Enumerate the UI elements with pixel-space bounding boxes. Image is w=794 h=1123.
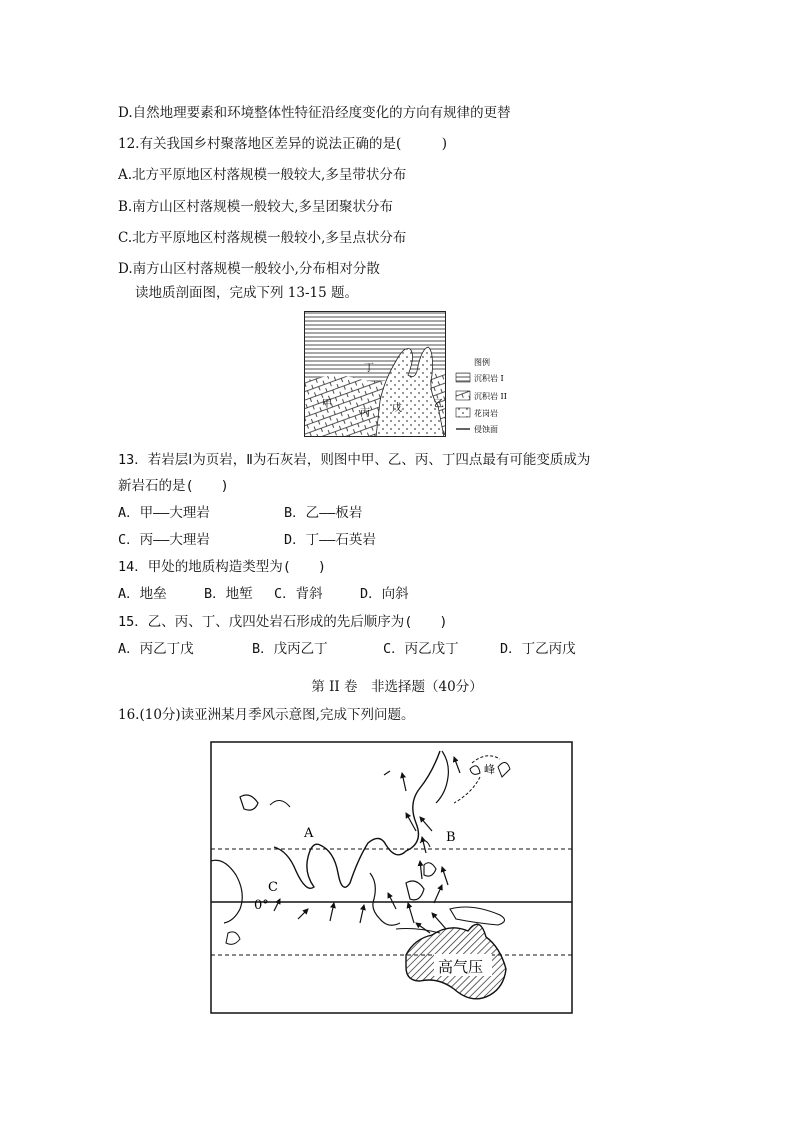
q13-stem-2: 新岩石的是( ) bbox=[118, 478, 229, 494]
label-jia: 甲 bbox=[322, 399, 332, 410]
q12-option-b: B.南方山区村落规模一般较大,多呈团聚状分布 bbox=[118, 199, 394, 215]
section-2-title: 第 II 卷 非选择题（40分） bbox=[311, 679, 483, 695]
q12-option-a: A.北方平原地区村落规模一般较大,多呈带状分布 bbox=[118, 167, 407, 183]
map-label-a: A bbox=[304, 826, 314, 841]
q13-option-d: D．丁——石英岩 bbox=[284, 532, 376, 548]
map-label-partial: 峰 bbox=[484, 763, 495, 776]
legend-title: 图例 bbox=[474, 358, 490, 367]
q15-option-b: B．戊丙乙丁 bbox=[252, 641, 328, 657]
legend-erosion: 侵蚀面 bbox=[474, 425, 498, 434]
q12-stem: 12.有关我国乡村聚落地区差异的说法正确的是( ) bbox=[118, 136, 448, 152]
map-label-b: B bbox=[446, 830, 456, 845]
q15-stem: 15．乙、丙、丁、戊四处岩石形成的先后顺序为( ) bbox=[118, 614, 448, 630]
legend-granite: 花岗岩 bbox=[474, 409, 498, 418]
q14-option-d: D．向斜 bbox=[360, 586, 409, 602]
q13-option-b: B．乙——板岩 bbox=[284, 505, 363, 521]
q14-option-a: A．地垒 bbox=[118, 586, 167, 602]
q16-stem: 16.(10分)读亚洲某月季风示意图,完成下列问题。 bbox=[118, 707, 415, 723]
legend-sed1: 沉积岩 I bbox=[474, 374, 504, 383]
q12-option-d: D.南方山区村落规模一般较小,分布相对分散 bbox=[118, 261, 380, 277]
label-high-pressure: 高气压 bbox=[438, 958, 484, 976]
q11-option-d: D.自然地理要素和环境整体性特征沿经度变化的方向有规律的更替 bbox=[118, 105, 511, 121]
map-label-equator: 0° bbox=[254, 898, 269, 913]
q14-option-c: C．背斜 bbox=[274, 586, 323, 602]
legend-sed2: 沉积岩 II bbox=[474, 392, 507, 401]
q15-option-d: D．丁乙丙戊 bbox=[500, 641, 576, 657]
q13-stem-1: 13．若岩层Ⅰ为页岩，Ⅱ为石灰岩，则图中甲、乙、丙、丁四点最有可能变质成为 bbox=[118, 452, 591, 468]
legend-swatch-sed2 bbox=[456, 391, 470, 400]
map-label-c: C bbox=[268, 880, 278, 895]
legend-swatch-sed1 bbox=[456, 373, 470, 382]
label-ding: 丁 bbox=[364, 363, 374, 374]
label-bing: 丙 bbox=[360, 408, 370, 419]
label-yi: 乙 bbox=[434, 399, 444, 410]
q15-option-c: C．丙乙戊丁 bbox=[383, 641, 459, 657]
monsoon-map-figure bbox=[210, 733, 582, 1015]
intro-13-15: 读地质剖面图，完成下列 13-15 题。 bbox=[135, 285, 359, 301]
q12-option-c: C.北方平原地区村落规模一般较小,多呈点状分布 bbox=[118, 230, 407, 246]
legend-swatch-granite bbox=[456, 408, 470, 417]
q14-option-b: B．地堑 bbox=[204, 586, 253, 602]
q14-stem: 14．甲处的地质构造类型为( ) bbox=[118, 559, 327, 575]
q13-option-a: A．甲——大理岩 bbox=[118, 505, 210, 521]
geologic-section-figure bbox=[304, 311, 514, 441]
q13-option-c: C．丙——大理岩 bbox=[118, 532, 210, 548]
q15-option-a: A．丙乙丁戊 bbox=[118, 641, 194, 657]
label-wu: 戊 bbox=[392, 403, 402, 414]
